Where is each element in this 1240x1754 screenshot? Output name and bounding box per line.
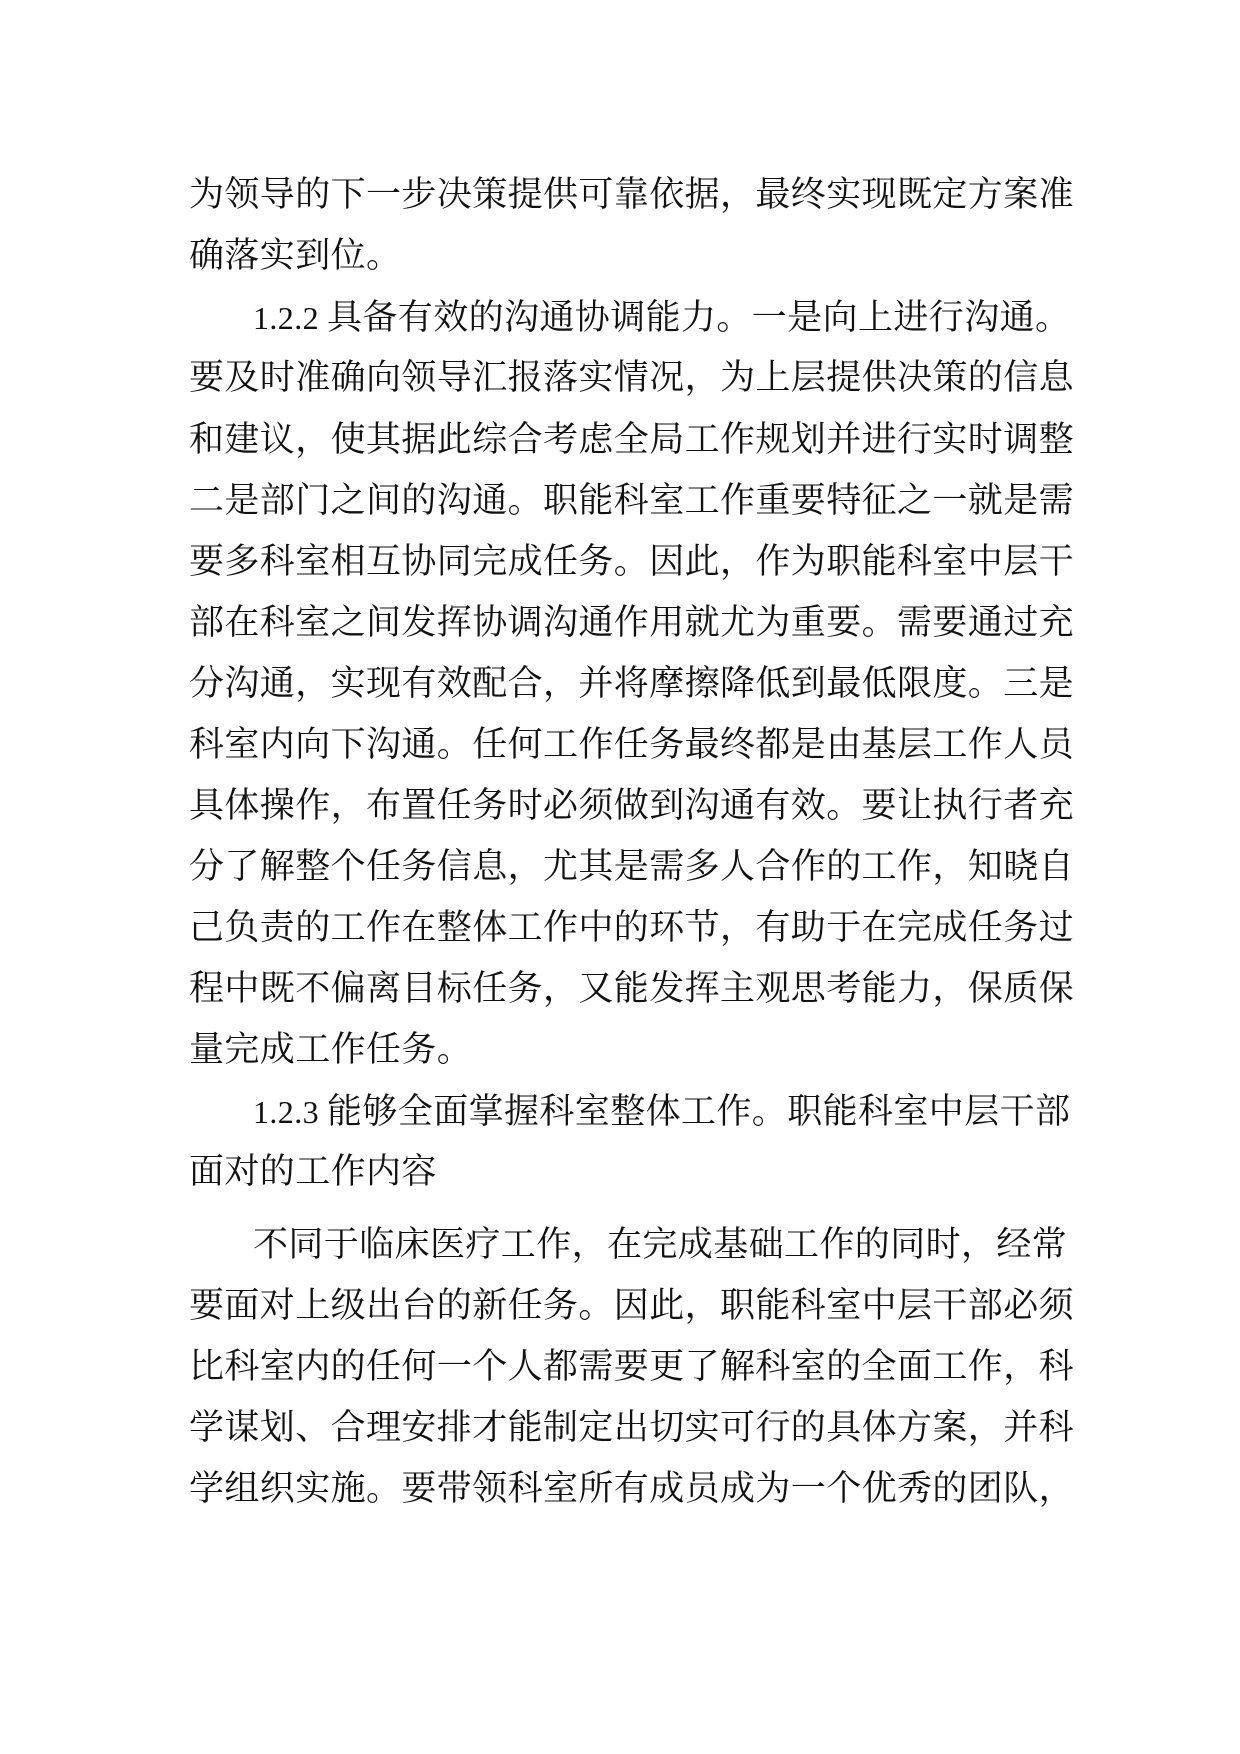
section-number: 1.2.2 [253,300,319,336]
line-text: 比科室内的任何一个人都需要更了解科室的全面工作，科 [189,1347,1075,1387]
line-text: 确落实到位。 [189,236,402,276]
line-text: 面对的工作内容 [189,1152,437,1192]
section-heading-1-2-3 [253,1089,1070,1135]
text-line [189,1027,472,1073]
line-text: 部在科室之间发挥协调沟通作用就尤为重要。需要通过充 [189,603,1075,643]
line-text: 科室内向下沟通。任何工作任务最终都是由基层工作人员 [189,725,1075,765]
line-text: 要及时准确向领导汇报落实情况，为上层提供决策的信息 [189,358,1075,398]
text-line [189,478,1074,524]
line-text: 和建议，使其据此综合考虑全局工作规划并进行实时调整 [189,420,1075,460]
section-heading-1-2-2 [253,295,1070,341]
line-text: 分沟通，实现有效配合，并将摩擦降低到最低限度。三是 [189,664,1075,704]
line-text: 要多科室相互协同完成任务。因此，作为职能科室中层干 [189,542,1075,582]
text-line [189,844,1074,890]
text-line [189,1466,1074,1512]
text-line [189,1149,437,1195]
line-text: 学组织实施。要带领科室所有成员成为一个优秀的团队， [189,1469,1075,1509]
line-text: 要面对上级出台的新任务。因此，职能科室中层干部必须 [189,1286,1075,1326]
text-line [189,783,1074,829]
text-line [189,1344,1074,1390]
text-line [189,905,1074,951]
line-text: 能够全面掌握科室整体工作。职能科室中层干部 [327,1092,1071,1132]
line-text: 学谋划、合理安排才能制定出切实可行的具体方案，并科 [189,1408,1075,1448]
text-line [189,172,1074,218]
text-line [189,600,1074,646]
text-line [189,1283,1074,1329]
line-text: 己负责的工作在整体工作中的环节，有助于在完成任务过 [189,908,1075,948]
line-text: 具备有效的沟通协调能力。一是向上进行沟通。 [327,298,1071,338]
line-text: 量完成工作任务。 [189,1030,473,1070]
text-line [189,661,1074,707]
paragraph-start-line [253,1222,1067,1268]
text-line [189,722,1074,768]
text-line [189,539,1074,585]
line-text: 为领导的下一步决策提供可靠依据，最终实现既定方案准 [189,175,1075,215]
line-text: 分了解整个任务信息，尤其是需多人合作的工作，知晓自 [189,847,1075,887]
section-number: 1.2.3 [253,1094,319,1130]
text-line [189,966,1074,1012]
line-text: 程中既不偏离目标任务，又能发挥主观思考能力，保质保 [189,969,1075,1009]
text-line [189,355,1074,401]
line-text: 具体操作，布置任务时必须做到沟通有效。要让执行者充 [189,786,1075,826]
text-line [189,1405,1074,1451]
line-text: 二是部门之间的沟通。职能科室工作重要特征之一就是需 [189,481,1075,521]
line-text: 不同于临床医疗工作，在完成基础工作的同时，经常 [253,1225,1068,1265]
text-line [189,417,1074,463]
text-line [189,233,401,279]
